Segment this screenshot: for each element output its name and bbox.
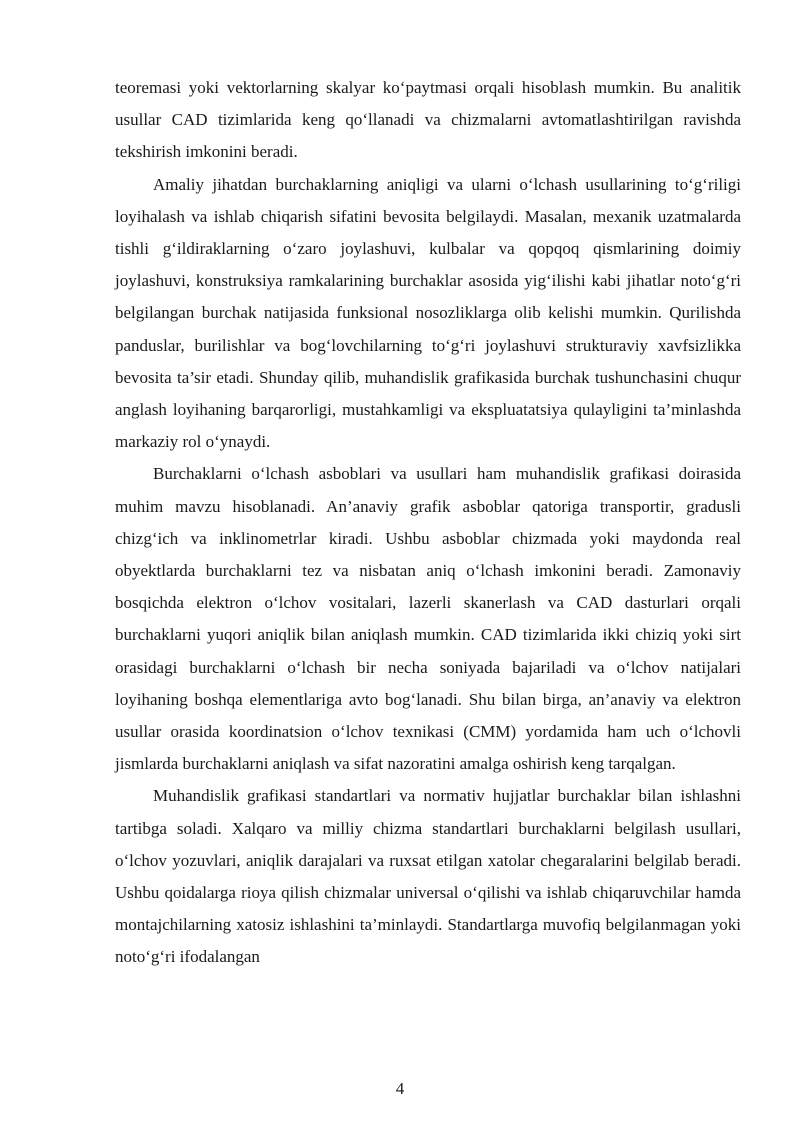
paragraph-continuation: teoremasi yoki vektorlarning skalyar ko‘paytmasi orqali hisoblash mumkin. Bu analitik usullar CAD tizimlarida keng qo‘llanadi va chizmalarni avtomatlashtirilgan ravishda tekshirish imkonini beradi. bbox=[115, 78, 741, 162]
document-page bbox=[115, 72, 741, 974]
paragraph-angle-accuracy: Amaliy jihatdan burchaklarning aniqligi va ularni o‘lchash usullarining to‘g‘riligi loyihalash va ishlab chiqarish sifatini bevosita belgilaydi. Masalan, mexanik uzatmalarda tishli g‘ildiraklarning o‘zaro joylashuvi, kulbalar va qopqoq qismlarining doimiy joylashuvi, konstruksiya ramkalarining burchaklar asosida yig‘ilishi kabi jihatlar noto‘g‘ri belgilangan burchak natijasida funksional nosozliklarga olib kelishi mumkin. Qurilishda panduslar, burilishlar va bog‘lovchilarning to‘g‘ri joylashuvi strukturaviy xavfsizlikka bevosita ta’sir etadi. Shunday qilib, muhandislik grafikasida burchak tushunchasini chuqur anglash loyihaning barqarorligi, mustahkamligi va ekspluatatsiya qulayligini ta’minlashda markaziy rol o‘ynaydi. bbox=[115, 174, 741, 452]
paragraph-measuring-tools: Burchaklarni o‘lchash asboblari va usullari ham muhandislik grafikasi doirasida muhim mavzu hisoblanadi. An’anaviy grafik asboblar qatoriga transportir, gradusli chizg‘ich va inklinometrlar kiradi. Ushbu asboblar chizmada yoki maydonda real obyektlarda burchaklarni tez va nisbatan aniq o‘lchash imkonini beradi. Zamonaviy bosqichda elektron o‘lchov vositalari, lazerli skanerlash va CAD dasturlari orqali burchaklarni yuqori aniqlik bilan aniqlash mumkin. CAD tizimlarida ikki chiziq yoki sirt orasidagi burchaklarni o‘lchash bir necha soniyada bajariladi va o‘lchov natijalari loyihaning boshqa elementlariga avto bog‘lanadi. Shu bilan birga, an’anaviy va elektron usullar orasida koordinatsion o‘lchov texnikasi (CMM) yordamida ham uch o‘lchovli jismlarda burchaklarni aniqlash va sifat nazoratini amalga oshirish keng tarqalgan. bbox=[115, 464, 741, 774]
paragraph-standards: Muhandislik grafikasi standartlari va normativ hujjatlar burchaklar bilan ishlashni tartibga soladi. Xalqaro va milliy chizma standartlari burchaklarni belgilash usullari, o‘lchov yozuvlari, aniqlik darajalari va ruxsat etilgan xatolar chegaralarini belgilab beradi. Ushbu qoidalarga rioya qilish chizmalar universal o‘qilishi va ishlab chiqaruvchilar hamda montajchilarning xatosiz ishlashini ta’minlaydi. Standartlarga muvofiq belgilanmagan yoki noto‘g‘ri ifodalangan bbox=[115, 786, 741, 967]
page-number: 4 bbox=[395, 1079, 405, 1098]
